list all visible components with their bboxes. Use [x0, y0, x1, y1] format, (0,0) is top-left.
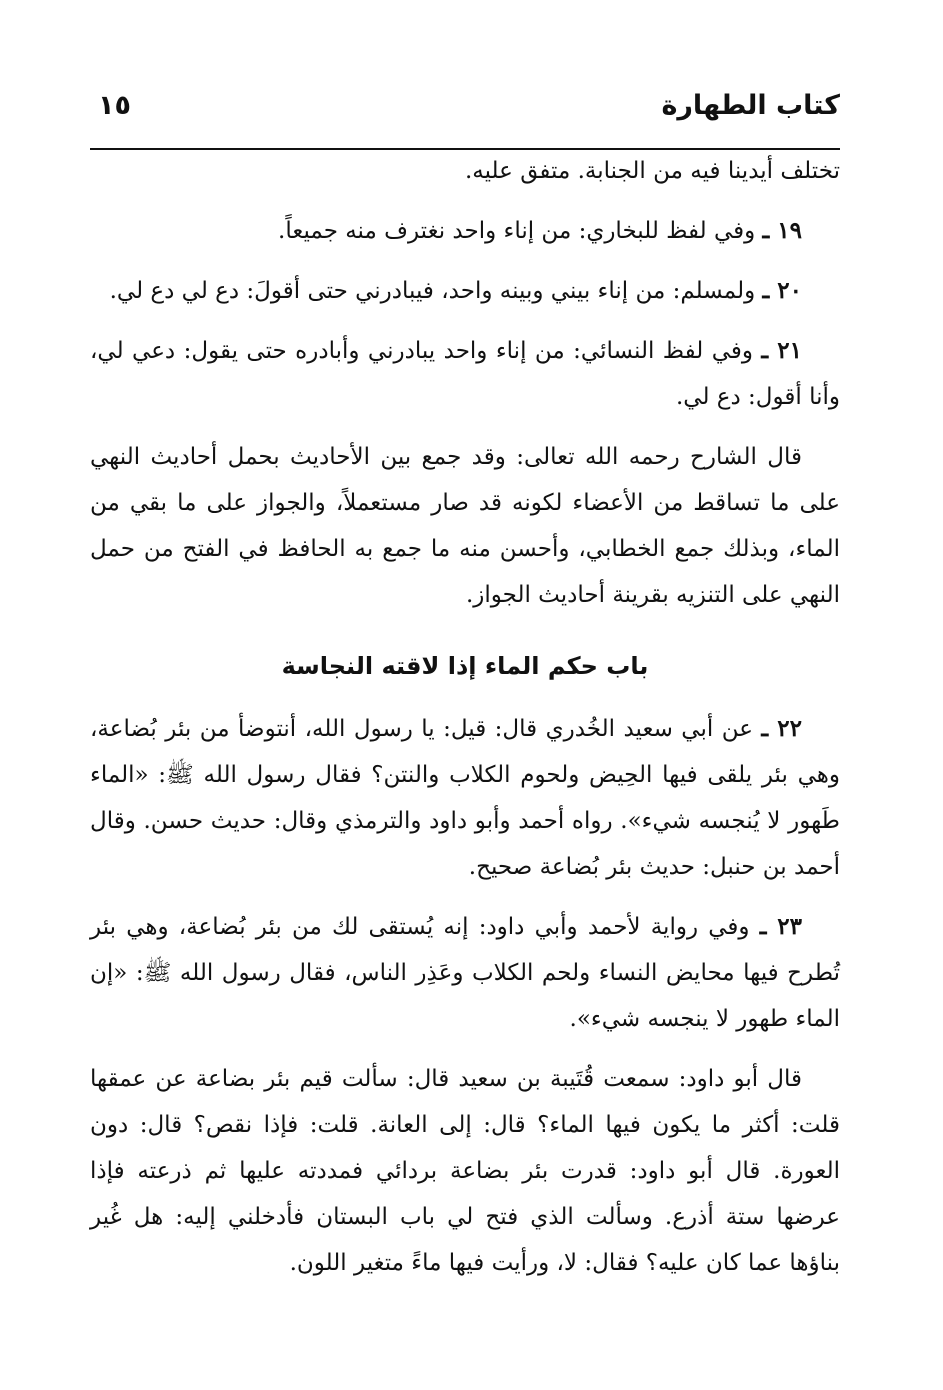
hadith-23 [90, 904, 840, 1042]
hadith-20 [90, 268, 840, 314]
hadith-text: وفي لفظ للبخاري: من إناء واحد نغترف منه جميعاً. [278, 218, 756, 244]
page-body [90, 148, 840, 1286]
hadith-19 [90, 208, 840, 254]
hadith-number: ١٩ ـ [762, 217, 802, 244]
hadith-text: وفي رواية لأحمد وأبي داود: إنه يُستقى لك من بئر بُضاعة، وهي بئر تُطرح فيها محايض النساء ولحم الكلاب وعَذِر الناس، فقال رسول الله ﷺ: «إن الماء طهور لا ينجسه شيء». [90, 914, 840, 1032]
hadith-number: ٢١ ـ [761, 337, 802, 364]
hadith-21 [90, 328, 840, 420]
running-title: كتاب الطهارة [661, 90, 840, 121]
hadith-text: وفي لفظ النسائي: من إناء واحد يبادرني وأبادره حتى يقول: دعي لي، وأنا أقول: دع لي. [90, 338, 840, 410]
hadith-text: ولمسلم: من إناء بيني وبينه واحد، فيبادرني حتى أقولَ: دع لي دع لي. [109, 278, 756, 304]
hadith-number: ٢٢ ـ [761, 715, 802, 742]
hadith-22 [90, 706, 840, 890]
hadith-number: ٢٣ ـ [759, 913, 803, 940]
section-heading: باب حكم الماء إذا لاقته النجاسة [281, 652, 649, 680]
book-page [90, 70, 840, 1360]
page-number: ١٥ [98, 90, 131, 121]
page-header [90, 90, 840, 130]
continued-paragraph: تختلف أيدينا فيه من الجنابة. متفق عليه. [464, 158, 840, 184]
abu-dawud-paragraph: قال أبو داود: سمعت قُتَيبة بن سعيد قال: سألت قيم بئر بضاعة عن عمقها قلت: أكثر ما يكون فيها الماء؟ قال: إلى العانة. قلت: فإذا نقص؟ قال: دون العورة. قال أبو داود: قدرت بئر بضاعة بردائي فمددته عليها ثم ذرعته فإذا عرضها ستة أذرع. وسألت الذي فتح لي باب البستان فأدخلني إليه: هل غُير بناؤها عما كان عليه؟ فقال: لا، ورأيت فيها ماءً متغير اللون. [90, 1066, 840, 1276]
hadith-number: ٢٠ ـ [762, 277, 802, 304]
commentary-paragraph: قال الشارح رحمه الله تعالى: وقد جمع بين الأحاديث بحمل أحاديث النهي على ما تساقط من الأعضاء لكونه قد صار مستعملاً، والجواز على ما بقي من الماء، وبذلك جمع الخطابي، وأحسن منه ما جمع به الحافظ في الفتح من حمل النهي على التنزيه بقرينة أحاديث الجواز. [90, 444, 840, 608]
hadith-text: عن أبي سعيد الخُدري قال: قيل: يا رسول الله، أنتوضأ من بئر بُضاعة، وهي بئر يلقى فيها الحِيض ولحوم الكلاب والنتن؟ فقال رسول الله ﷺ: «الماء طَهور لا يُنجسه شيء». رواه أحمد وأبو داود والترمذي وقال: حديث حسن. وقال أحمد بن حنبل: حديث بئر بُضاعة صحيح. [90, 716, 840, 880]
